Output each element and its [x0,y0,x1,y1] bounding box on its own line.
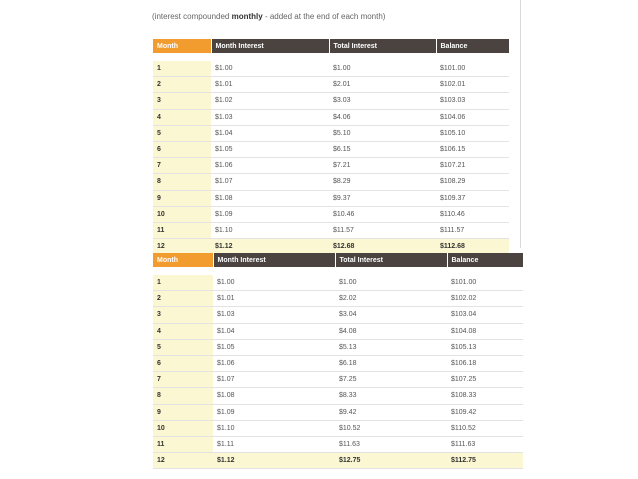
cell-total-interest: $6.18 [335,355,447,371]
cell-month-interest: $1.05 [211,141,329,157]
table-row [153,307,523,323]
cell-total-interest: $10.46 [329,206,436,222]
cell-total-interest: $9.42 [335,404,447,420]
cell-month-interest: $1.06 [211,158,329,174]
interest-table-1 [153,39,509,255]
table-row [153,275,523,291]
cell-balance: $111.63 [447,436,523,452]
cell-total-interest: $2.02 [335,291,447,307]
cell-total-interest: $7.25 [335,372,447,388]
column-header-month-interest: Month Interest [213,253,335,267]
table-row [153,174,509,190]
cell-month: 5 [153,339,213,355]
cell-month-interest: $1.04 [213,323,335,339]
cell-balance: $102.02 [447,291,523,307]
cell-month: 12 [153,239,211,255]
cell-month: 4 [153,109,211,125]
cell-balance: $110.52 [447,420,523,436]
cell-balance: $103.04 [447,307,523,323]
cell-balance: $104.06 [436,109,509,125]
cell-month-interest: $1.08 [213,388,335,404]
column-header-total-interest: Total Interest [329,39,436,53]
cell-month-interest: $1.10 [213,420,335,436]
cell-month: 4 [153,323,213,339]
cell-month: 10 [153,420,213,436]
cell-month: 7 [153,372,213,388]
cell-total-interest: $4.06 [329,109,436,125]
cell-balance: $104.08 [447,323,523,339]
table-row-last [153,453,523,469]
cell-balance: $106.18 [447,355,523,371]
interest-table-2 [153,253,523,469]
cell-total-interest: $11.63 [335,436,447,452]
table-row [153,141,509,157]
cell-month-interest: $1.09 [211,206,329,222]
cell-month: 2 [153,77,211,93]
table-row [153,372,523,388]
cell-month-interest: $1.03 [213,307,335,323]
cell-month: 11 [153,436,213,452]
table-row [153,222,509,238]
table-row [153,388,523,404]
column-header-month-interest: Month Interest [211,39,329,53]
cell-total-interest: $4.08 [335,323,447,339]
table-row [153,61,509,77]
cell-total-interest: $5.13 [335,339,447,355]
table-row [153,77,509,93]
cell-month: 3 [153,93,211,109]
cell-month: 1 [153,275,213,291]
cell-month: 10 [153,206,211,222]
table-row [153,125,509,141]
table-row [153,109,509,125]
column-header-balance: Balance [436,39,509,53]
cell-month-interest: $1.04 [211,125,329,141]
cell-balance: $112.68 [436,239,509,255]
cell-total-interest: $12.75 [335,453,447,469]
cell-month-interest: $1.07 [211,174,329,190]
table-row [153,420,523,436]
table-row [153,355,523,371]
cell-month-interest: $1.12 [211,239,329,255]
column-header-balance: Balance [447,253,523,267]
cell-balance: $106.15 [436,141,509,157]
table-row [153,404,523,420]
table-row [153,436,523,452]
cell-total-interest: $1.00 [335,275,447,291]
cell-month: 6 [153,355,213,371]
cell-month-interest: $1.08 [211,190,329,206]
cell-month: 1 [153,61,211,77]
cell-balance: $109.37 [436,190,509,206]
table-header-row [153,39,509,53]
cell-month-interest: $1.07 [213,372,335,388]
caption-suffix: - added at the end of each month) [262,12,386,21]
table-row [153,206,509,222]
cell-month: 7 [153,158,211,174]
cell-balance: $101.00 [447,275,523,291]
cell-month: 12 [153,453,213,469]
cell-month-interest: $1.01 [213,291,335,307]
cell-month-interest: $1.02 [211,93,329,109]
spacer-cell [153,53,509,61]
table-row [153,339,523,355]
cell-balance: $110.46 [436,206,509,222]
cell-month-interest: $1.09 [213,404,335,420]
cell-month-interest: $1.05 [213,339,335,355]
table-spacer-row [153,53,509,61]
table-row [153,190,509,206]
cell-month: 8 [153,174,211,190]
cell-balance: $107.21 [436,158,509,174]
cell-month-interest: $1.10 [211,222,329,238]
cell-total-interest: $3.03 [329,93,436,109]
table-row [153,323,523,339]
cell-balance: $112.75 [447,453,523,469]
cell-total-interest: $7.21 [329,158,436,174]
cell-balance: $107.25 [447,372,523,388]
cell-balance: $105.13 [447,339,523,355]
cell-total-interest: $1.00 [329,61,436,77]
cell-month: 9 [153,190,211,206]
column-header-month: Month [153,39,211,53]
spacer-cell [153,267,523,275]
table-caption [152,12,385,21]
cell-total-interest: $12.68 [329,239,436,255]
table-row [153,291,523,307]
cell-month: 6 [153,141,211,157]
cell-balance: $109.42 [447,404,523,420]
table-header-row [153,253,523,267]
cell-total-interest: $8.29 [329,174,436,190]
column-header-month: Month [153,253,213,267]
caption-bold: monthly [231,12,263,21]
cell-total-interest: $10.52 [335,420,447,436]
cell-balance: $102.01 [436,77,509,93]
cell-total-interest: $8.33 [335,388,447,404]
cell-month-interest: $1.03 [211,109,329,125]
cell-month-interest: $1.12 [213,453,335,469]
table-spacer-row [153,267,523,275]
cell-balance: $111.57 [436,222,509,238]
cell-month: 5 [153,125,211,141]
cell-month: 9 [153,404,213,420]
table-row [153,93,509,109]
cell-month-interest: $1.00 [213,275,335,291]
cell-balance: $101.00 [436,61,509,77]
cell-total-interest: $9.37 [329,190,436,206]
caption-prefix: (interest compounded [152,12,232,21]
cell-total-interest: $3.04 [335,307,447,323]
cell-month-interest: $1.01 [211,77,329,93]
cell-total-interest: $2.01 [329,77,436,93]
cell-month-interest: $1.06 [213,355,335,371]
cell-total-interest: $11.57 [329,222,436,238]
cell-month: 2 [153,291,213,307]
cell-month: 8 [153,388,213,404]
cell-balance: $103.03 [436,93,509,109]
cell-balance: $108.29 [436,174,509,190]
cell-balance: $108.33 [447,388,523,404]
cell-month: 3 [153,307,213,323]
cell-month-interest: $1.00 [211,61,329,77]
cell-month: 11 [153,222,211,238]
cell-balance: $105.10 [436,125,509,141]
cell-month-interest: $1.11 [213,436,335,452]
table-row [153,158,509,174]
cell-total-interest: $6.15 [329,141,436,157]
cell-total-interest: $5.10 [329,125,436,141]
column-header-total-interest: Total Interest [335,253,447,267]
